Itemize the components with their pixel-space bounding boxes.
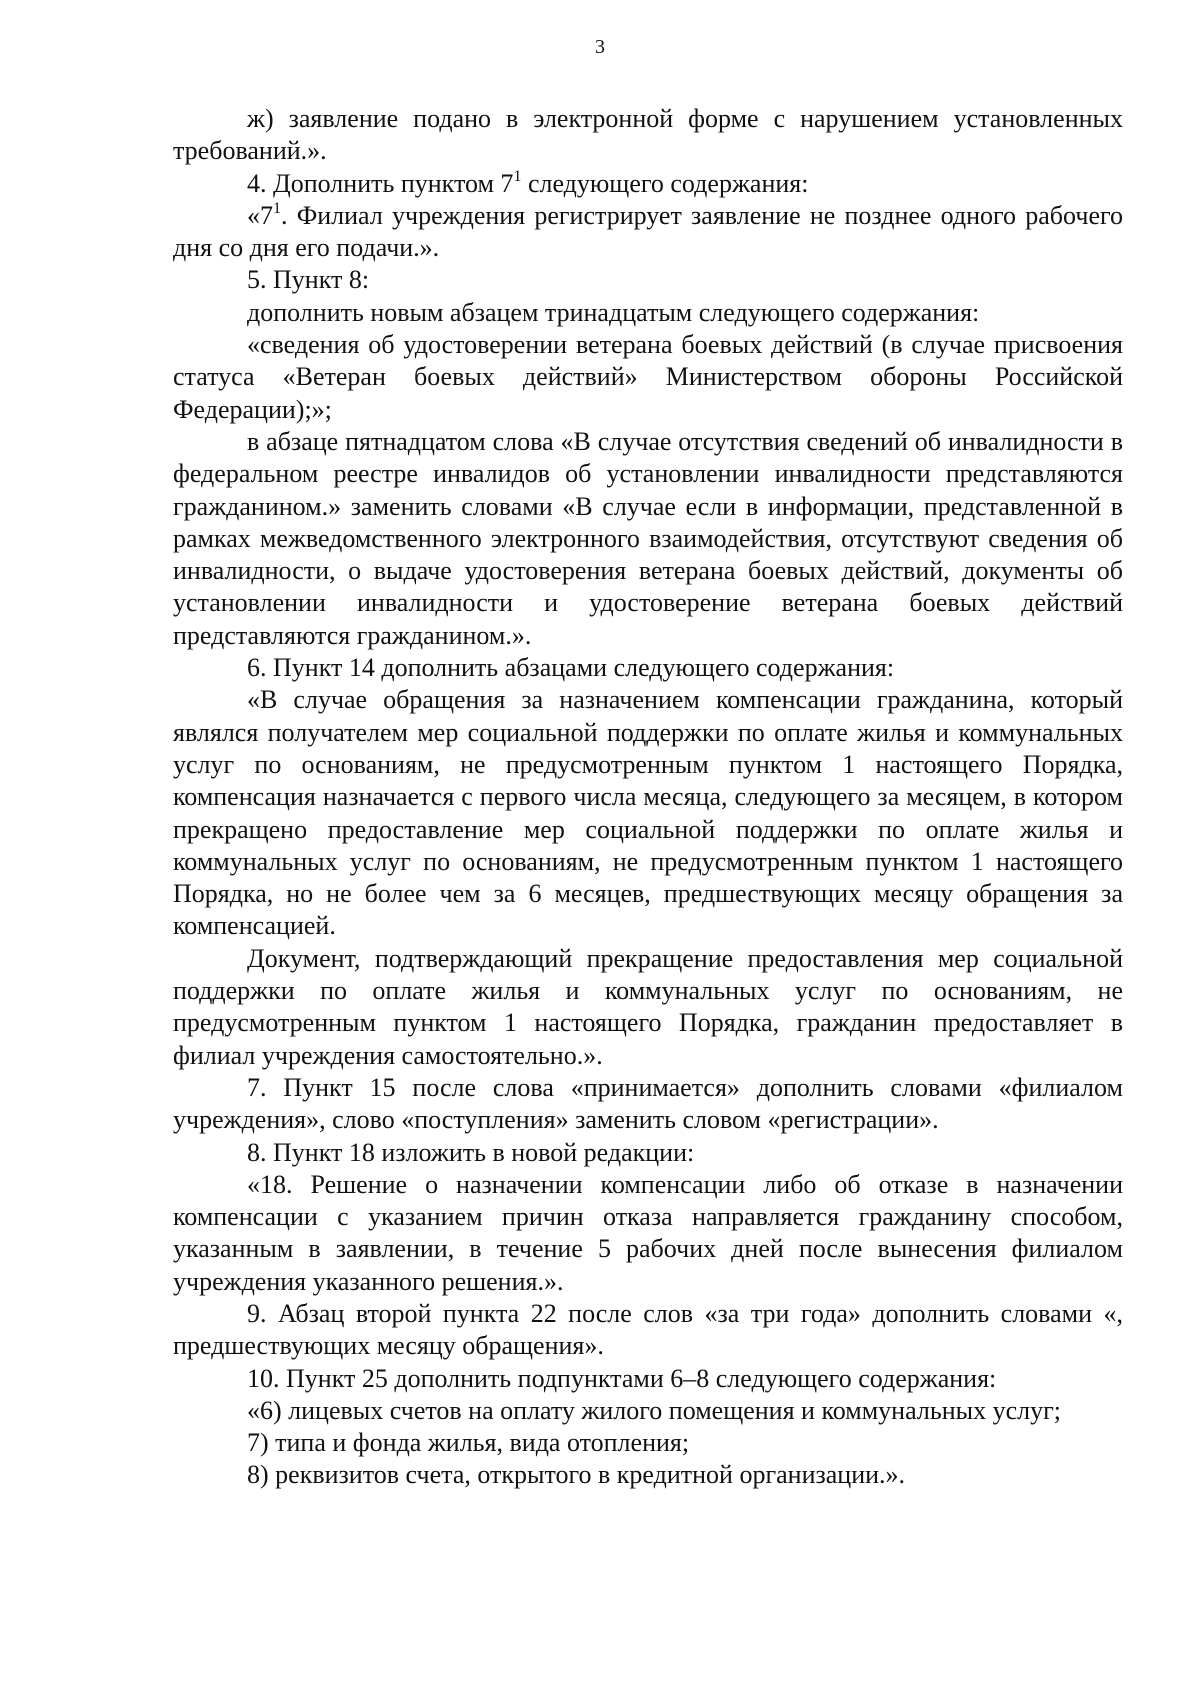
- paragraph-point-6: 6. Пункт 14 дополнить абзацами следующего содержания:: [247, 653, 895, 683]
- superscript: 1: [513, 167, 522, 185]
- paragraph-point-5: 5. Пункт 8:: [247, 265, 370, 295]
- paragraph-text: «7: [247, 200, 273, 230]
- paragraph-point-7-1-text: [173, 200, 1123, 265]
- paragraph-text: . Филиал учреждения регистрирует заявление не позднее одного рабочего дня со дня его подачи.».: [173, 200, 1123, 263]
- paragraph-subitem-6: «6) лицевых счетов на оплату жилого помещения и коммунальных услуг;: [247, 1395, 1061, 1425]
- paragraph-document-confirm: Документ, подтверждающий прекращение предоставления мер социальной поддержки по оплате жилья и коммунальных услуг по основаниям, не предусмотренным пунктом 1 настоящего Порядка, гражданин предоставляет в филиал учреждения самостоятельно.».: [173, 943, 1123, 1070]
- paragraph-text: 4. Дополнить пунктом 7: [247, 168, 514, 198]
- superscript: 1: [273, 199, 281, 217]
- paragraph-point-7: 7. Пункт 15 после слова «принимается» дополнить словами «филиалом учреждения», слово «поступления» заменить словом «регистрации».: [173, 1072, 1123, 1135]
- paragraph-subitem-7: 7) типа и фонда жилья, вида отопления;: [247, 1428, 690, 1458]
- paragraph-add-abzac: дополнить новым абзацем тринадцатым следующего содержания:: [247, 297, 980, 327]
- paragraph-point-18-text: «18. Решение о назначении компенсации либо об отказе в назначении компенсации с указанием причин отказа направляется гражданину способом, указанным в заявлении, в течение 5 рабочих дней после вынесения филиалом учреждения указанного решения.».: [173, 1169, 1123, 1296]
- paragraph-point-9: 9. Абзац второй пункта 22 после слов «за три года» дополнить словами «, предшествующих месяцу обращения».: [173, 1298, 1123, 1361]
- paragraph-compensation-case: «В случае обращения за назначением компенсации гражданина, который являлся получателем мер социальной поддержки по оплате жилья и коммунальных услуг по основаниям, не предусмотренным пунктом 1 настоящего Порядка, компенсация назначается с первого числа месяца, следующего за месяцем, в котором прекращено предоставление мер социальной поддержки по оплате жилья и коммунальных услуг по основаниям, не предусмотренным пунктом 1 настоящего Порядка, но не более чем за 6 месяцев, предшествующих месяцу обращения за компенсацией.: [173, 685, 1123, 941]
- paragraph-text: следующего содержания:: [521, 168, 809, 198]
- document-body: [173, 103, 1123, 1492]
- paragraph-veteran-info: «сведения об удостоверении ветерана боевых действий (в случае присвоения статуса «Ветеран боевых действий» Министерством обороны Российской Федерации);»;: [173, 330, 1123, 424]
- page-number: 3: [595, 36, 605, 58]
- paragraph-point-4: [173, 168, 1123, 200]
- paragraph-abzac-15: в абзаце пятнадцатом слова «В случае отсутствия сведений об инвалидности в федеральном реестре инвалидов об установлении инвалидности представляются гражданином.» заменить словами «В случае если в информации, представленной в рамках межведомственного электронного взаимодействия, отсутствуют сведения об инвалидности, о выдаче удостоверения ветерана боевых действий, документы об установлении инвалидности и удостоверение ветерана боевых действий представляются гражданином.».: [173, 426, 1123, 650]
- paragraph-subitem-8: 8) реквизитов счета, открытого в кредитной организации.».: [247, 1460, 906, 1490]
- paragraph-point-8: 8. Пункт 18 изложить в новой редакции:: [247, 1137, 695, 1167]
- paragraph-point-10: 10. Пункт 25 дополнить подпунктами 6–8 следующего содержания:: [247, 1363, 997, 1393]
- paragraph-item-zh: ж) заявление подано в электронной форме с нарушением установленных требований.».: [173, 104, 1123, 166]
